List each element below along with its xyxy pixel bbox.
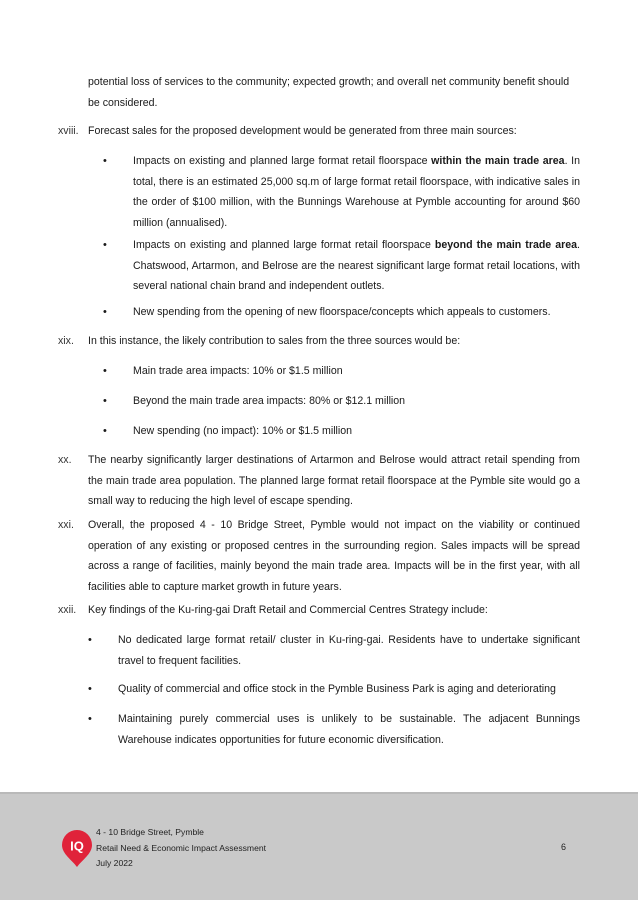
list-item-main-trade-impacts: Main trade area impacts: 10% or $1.5 million [133, 365, 343, 377]
bullet-icon: • [88, 713, 92, 725]
logo-text: IQ [70, 838, 84, 854]
bullet-icon: • [88, 634, 92, 646]
item-text-end: . Chatswood, Artarmon, and Belrose are the nearest significant large format retail locations, with several national chain brand and independent outlets. [133, 239, 580, 293]
emphasis-text: beyond the main trade area [434, 239, 578, 251]
item-number-xviii: xviii. [58, 125, 79, 137]
item-number-xix: xix. [58, 335, 74, 347]
bullet-icon: • [103, 155, 107, 167]
paragraph-xix: In this instance, the likely contribution to sales from the three sources would be: [88, 335, 461, 347]
item-number-xx: xx. [58, 454, 72, 466]
item-number-xxii: xxii. [58, 604, 77, 616]
footer-report-title: Retail Need & Economic Impact Assessment [96, 843, 267, 853]
list-item-beyond-trade-area [133, 235, 580, 297]
list-item-beyond-trade-impacts: Beyond the main trade area impacts: 80% or $12.1 million [133, 395, 406, 407]
iq-logo-icon [60, 830, 94, 868]
list-item-new-spending-impact: New spending (no impact): 10% or $1.5 million [133, 425, 353, 437]
list-item-office-stock-quality: Quality of commercial and office stock in the Pymble Business Park is aging and deteriorating [118, 683, 556, 695]
item-text-start: Impacts on existing and planned large format retail floorspace [133, 155, 432, 167]
list-item-no-dedicated-lfr: No dedicated large format retail/ cluster in Ku-ring-gai. Residents have to undertake significant travel to frequent facilities. [118, 634, 580, 667]
list-item-within-trade-area [133, 151, 580, 233]
paragraph-xxii: Key findings of the Ku-ring-gai Draft Retail and Commercial Centres Strategy include: [88, 604, 488, 616]
list-item-commercial-uses: Maintaining purely commercial uses is unlikely to be sustainable. The adjacent Bunnings Warehouse indicates opportunities for future economic diversification. [118, 713, 580, 746]
item-number-xxi: xxi. [58, 519, 74, 531]
bullet-icon: • [103, 425, 107, 437]
page-number: 6 [561, 842, 567, 852]
footer-date: July 2022 [96, 858, 133, 868]
list-item-new-spending: New spending from the opening of new floorspace/concepts which appeals to customers. [133, 306, 551, 318]
paragraph-continuation: potential loss of services to the community; expected growth; and overall net community benefit should be considered. [88, 76, 570, 109]
bullet-icon: • [103, 239, 107, 251]
item-text-end: . In total, there is an estimated 25,000 sq.m of large format retail floorspace, with indicative sales in the order of $100 million, with the Bunnings Warehouse at Pymble accounting for around $60 million (annualised). [133, 155, 580, 229]
bullet-icon: • [103, 306, 107, 318]
bullet-icon: • [103, 365, 107, 377]
paragraph-xviii: Forecast sales for the proposed development would be generated from three main sources: [88, 125, 517, 137]
paragraph-xxi: Overall, the proposed 4 - 10 Bridge Street, Pymble would not impact on the viability or continued operation of any existing or proposed centres in the surrounding region. Sales impacts will be spread across a range of facilities, mainly beyond the main trade area. Impacts will be in the first year, with all facilities able to capture market growth in future years. [88, 519, 580, 593]
paragraph-xx: The nearby significantly larger destinations of Artarmon and Belrose would attract retail spending from the main trade area population. The planned large format retail floorspace at the Pymble site would go a small way to reducing the high level of escape spending. [88, 454, 580, 508]
bullet-icon: • [88, 683, 92, 695]
emphasis-text: within the main trade area [431, 155, 565, 167]
item-text-start: Impacts on existing and planned large format retail floorspace [133, 239, 435, 251]
bullet-icon: • [103, 395, 107, 407]
footer-project-address: 4 - 10 Bridge Street, Pymble [96, 827, 204, 837]
